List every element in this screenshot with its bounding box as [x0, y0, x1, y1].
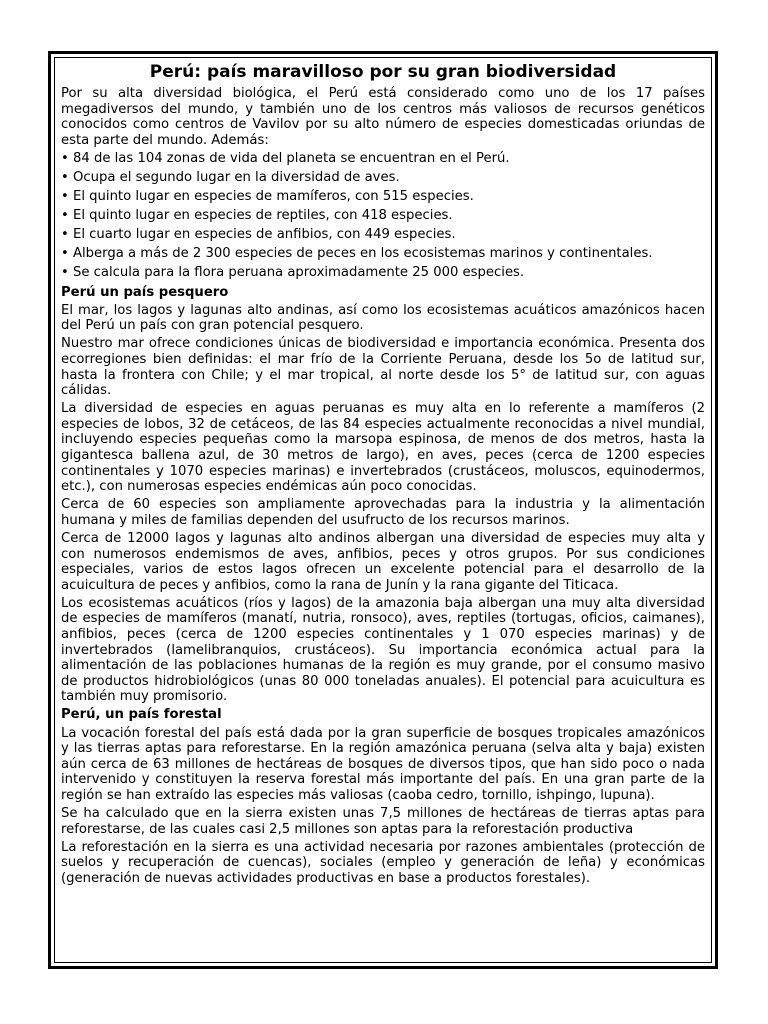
- page-title: Perú: país maravilloso por su gran biodiversidad: [149, 62, 617, 82]
- list-item: • 84 de las 104 zonas de vida del planeta se encuentran en el Perú.: [61, 151, 705, 167]
- list-item: • Alberga a más de 2 300 especies de peces en los ecosistemas marinos y continentales.: [61, 246, 705, 262]
- list-item: • El cuarto lugar en especies de anfibios, con 449 especies.: [61, 227, 705, 243]
- intro-paragraph: Por su alta diversidad biológica, el Perú está considerado como uno de los 17 países megadiversos del mundo, y también uno de los centros más valiosos de recursos genéticos conocidos como centros de Vavilov por su alto número de especies domesticadas oriundas de esta parte del mundo. Además:: [61, 86, 705, 148]
- section-heading-forestry: Perú, un país forestal: [61, 707, 222, 723]
- paragraph: Se ha calculado que en la sierra existen unas 7,5 millones de hectáreas de tierras aptas para reforestarse, de las cuales casi 2,5 millones son aptas para la reforestación productiva: [61, 806, 705, 837]
- paragraph: Cerca de 60 especies son ampliamente aprovechadas para la industria y la alimentación humana y miles de familias dependen del usufructo de los recursos marinos.: [61, 497, 705, 528]
- paragraph: Cerca de 12000 lagos y lagunas alto andinos albergan una diversidad de especies muy alta y con numerosos endemismos de aves, anfibios, peces y otros grupos. Por sus condiciones especiales, varios de estos lagos ofrecen un excelente potencial para el desarrollo de la acuicultura de peces y anfibios, como la rana de Junín y la rana gigante del Titicaca.: [61, 530, 705, 593]
- paragraph: La vocación forestal del país está dada por la gran superficie de bosques tropicales amazónicos y las tierras aptas para reforestarse. En la región amazónica peruana (selva alta y baja) existen aún cerca de 63 millones de hectáreas de bosques de diversos tipos, que han sido poco o nada intervenido y constituyen la reserva forestal más importante del país. En una gran parte de la región se han extraído las especies más valiosas (caoba cedro, tornillo, ishpingo, lupuna).: [61, 725, 705, 803]
- list-item: • Se calcula para la flora peruana aproximadamente 25 000 especies.: [61, 265, 705, 281]
- list-item: • El quinto lugar en especies de mamíferos, con 515 especies.: [61, 189, 705, 205]
- paragraph: Nuestro mar ofrece condiciones únicas de biodiversidad e importancia económica. Presenta dos ecorregiones bien definidas: el mar frío de la Corriente Peruana, desde los 5o de latitud sur, hasta la frontera con Chile; y el mar tropical, al norte desde los 5° de latitud sur, con aguas cálidas.: [61, 336, 705, 399]
- document-frame: [48, 51, 718, 969]
- paragraph: La reforestación en la sierra es una actividad necesaria por razones ambientales (protección de suelos y recuperación de cuencas), sociales (empleo y generación de leña) y económicas (generación de nuevas actividades productivas en base a productos forestales).: [61, 839, 705, 886]
- paragraph: Los ecosistemas acuáticos (ríos y lagos) de la amazonia baja albergan una muy alta diversidad de especies de mamíferos (manatí, nutria, ronsoco), aves, reptiles (tortugas, oficios, caimanes), anfibios, peces (cerca de 1200 especies continentales y 1 070 especies marinas) y de invertebrados (lamelibranquios, crustáceos). Su importancia económica actual para la alimentación de las poblaciones humanas de la región es muy grande, por el consumo masivo de productos hidrobiológicos (unas 80 000 toneladas anuales). El potencial para acuicultura es también muy promisorio.: [61, 595, 705, 705]
- paragraph: El mar, los lagos y lagunas alto andinas, así como los ecosistemas acuáticos amazónicos hacen del Perú un país con gran potencial pesquero.: [61, 302, 705, 334]
- paragraph: La diversidad de especies en aguas peruanas es muy alta en lo referente a mamíferos (2 especies de lobos, 32 de cetáceos, de las 84 especies actualmente reconocidas a nivel mundial, incluyendo especies pequeñas como la marsopa espinosa, de menos de dos metros, hasta la gigantesca ballena azul, de 30 metros de largo), en aves, peces (cerca de 1200 especies continentales y 1070 especies marinas) e invertebrados (crustáceos, moluscos, equinodermos, etc.), con numerosas especies endémicas aún poco conocidas.: [61, 401, 705, 495]
- biodiversity-list: [61, 151, 705, 281]
- list-item: • Ocupa el segundo lugar en la diversidad de aves.: [61, 170, 705, 186]
- list-item: • El quinto lugar en especies de reptiles, con 418 especies.: [61, 208, 705, 224]
- section-heading-fishing: Perú un país pesquero: [61, 284, 229, 300]
- document-content: [54, 57, 712, 963]
